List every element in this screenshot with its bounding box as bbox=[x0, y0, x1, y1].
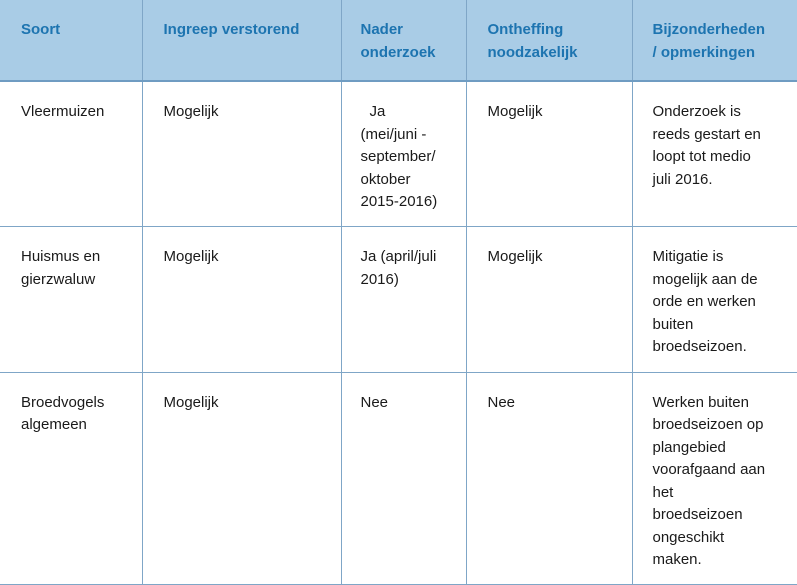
cell-text-line: Mogelijk bbox=[163, 393, 219, 411]
cell-text-line: september/ bbox=[360, 148, 436, 165]
cell-text-line: maken. bbox=[652, 551, 702, 569]
cell-text-line: Mogelijk bbox=[487, 248, 543, 266]
cell-soort bbox=[0, 227, 142, 372]
cell-text-line: Broedvogels bbox=[21, 393, 105, 411]
cell-opmerkingen bbox=[632, 372, 797, 584]
cell-ontheffing bbox=[466, 372, 632, 584]
cell-text-line: Nee bbox=[487, 393, 516, 411]
cell-opmerkingen bbox=[632, 81, 797, 227]
cell-ontheffing bbox=[466, 81, 632, 227]
table-row-vleermuizen bbox=[0, 81, 797, 227]
cell-text-line: 2016) bbox=[360, 270, 399, 288]
cell-text-line: Ingreep verstorend bbox=[163, 21, 300, 38]
cell-opmerkingen bbox=[632, 227, 797, 372]
cell-text-line: Nee bbox=[360, 393, 389, 411]
cell-text-line: Soort bbox=[21, 21, 61, 38]
cell-text-line: het bbox=[652, 483, 674, 501]
cell-text-line: Mogelijk bbox=[487, 103, 543, 120]
cell-text-line: broedseizoen op bbox=[652, 416, 764, 434]
cell-text-line: Mitigatie is bbox=[652, 248, 724, 266]
cell-text-line: mogelijk aan de bbox=[652, 270, 758, 288]
cell-text-line: orde en werken bbox=[652, 293, 756, 311]
header-nader-onderzoek bbox=[341, 0, 466, 81]
cell-onderzoek bbox=[341, 81, 466, 227]
cell-text-line: loopt tot medio bbox=[652, 148, 751, 165]
cell-text-line: Mogelijk bbox=[163, 103, 219, 120]
cell-text-line: 2015-2016) bbox=[360, 193, 438, 210]
header-ontheffing-noodzakelijk bbox=[466, 0, 632, 81]
cell-ingreep bbox=[142, 227, 341, 372]
cell-text-line: juli 2016. bbox=[652, 170, 713, 188]
cell-ingreep bbox=[142, 372, 341, 584]
cell-text-line: / opmerkingen bbox=[652, 43, 756, 61]
cell-text-line: (mei/juni - bbox=[360, 125, 427, 143]
cell-text-line: algemeen bbox=[21, 416, 87, 434]
cell-text-line: broedseizoen. bbox=[652, 338, 747, 356]
cell-text-line: Bijzonderheden bbox=[652, 21, 766, 38]
table-row-broedvogels bbox=[0, 372, 797, 584]
header-bijzonderheden-opmerkingen bbox=[632, 0, 797, 81]
cell-text-line: Werken buiten bbox=[652, 393, 749, 411]
cell-text-line: Ja (april/juli bbox=[360, 248, 437, 266]
header-row bbox=[0, 0, 797, 81]
cell-text-line: ongeschikt bbox=[652, 528, 725, 546]
cell-onderzoek bbox=[341, 227, 466, 372]
cell-text-line: Onderzoek is bbox=[652, 103, 741, 120]
cell-text-line: Ja bbox=[369, 103, 386, 120]
header-ingreep-verstorend bbox=[142, 0, 341, 81]
cell-onderzoek bbox=[341, 372, 466, 584]
cell-text-line: broedseizoen bbox=[652, 506, 743, 524]
cell-text-line: Ontheffing bbox=[487, 21, 564, 38]
cell-text-line: Nader bbox=[360, 21, 404, 38]
cell-soort bbox=[0, 372, 142, 584]
cell-soort bbox=[0, 81, 142, 227]
cell-ontheffing bbox=[466, 227, 632, 372]
cell-text-line: noodzakelijk bbox=[487, 43, 578, 61]
cell-text-line: Mogelijk bbox=[163, 248, 219, 266]
cell-text-line: plangebied bbox=[652, 438, 726, 456]
header-soort bbox=[0, 0, 142, 81]
cell-text-line: Huismus en bbox=[21, 248, 101, 266]
cell-text-line: reeds gestart en bbox=[652, 125, 761, 143]
cell-ingreep bbox=[142, 81, 341, 227]
cell-text-line: buiten bbox=[652, 315, 694, 333]
table-row-huismus-gierzwaluw bbox=[0, 227, 797, 372]
cell-text-line: voorafgaand aan bbox=[652, 461, 766, 479]
cell-text-line: gierzwaluw bbox=[21, 270, 96, 288]
cell-text-line: onderzoek bbox=[360, 43, 436, 61]
cell-text-line: oktober bbox=[360, 170, 411, 188]
cell-text-line: Vleermuizen bbox=[21, 103, 105, 120]
